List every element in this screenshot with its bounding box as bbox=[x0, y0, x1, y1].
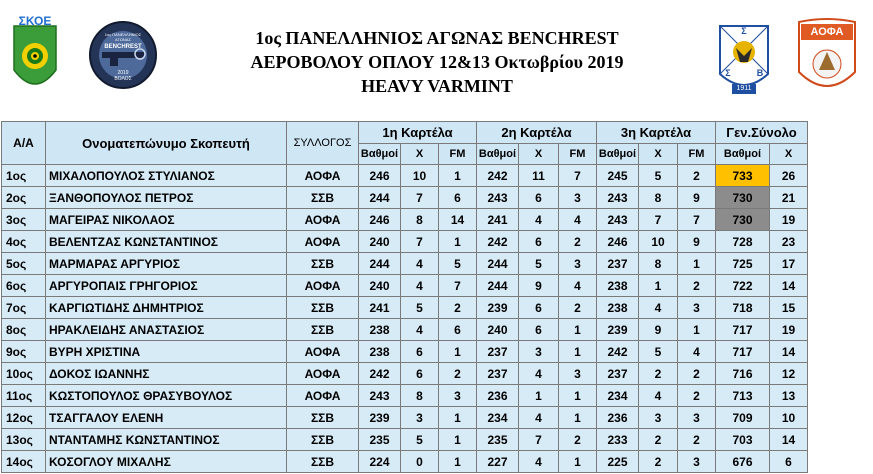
card1-fm-cell: 1 bbox=[439, 231, 477, 253]
card2-fm-cell: 4 bbox=[559, 209, 597, 231]
card2-points-cell: 243 bbox=[477, 187, 519, 209]
card2-points-cell: 244 bbox=[477, 275, 519, 297]
table-row bbox=[2, 275, 808, 297]
shooter-name-cell: ΝΤΑΝΤΑΜΗΣ ΚΩΝΣΤΑΝΤΙΝΟΣ bbox=[46, 429, 287, 451]
subheader-x: Χ bbox=[519, 144, 559, 165]
card2-points-cell: 242 bbox=[477, 231, 519, 253]
club-cell: ΑΟΦΑ bbox=[287, 275, 359, 297]
card1-x-cell: 3 bbox=[401, 407, 439, 429]
total-x-cell: 21 bbox=[770, 187, 808, 209]
card1-x-cell: 4 bbox=[401, 275, 439, 297]
shooter-name-cell: ΒΕΛΕΝΤΖΑΣ ΚΩΝΣΤΑΝΤΙΝΟΣ bbox=[46, 231, 287, 253]
shooter-name-cell: ΗΡΑΚΛΕΙΔΗΣ ΑΝΑΣΤΑΣΙΟΣ bbox=[46, 319, 287, 341]
total-x-cell: 12 bbox=[770, 363, 808, 385]
total-x-cell: 10 bbox=[770, 407, 808, 429]
club-cell: ΣΣΒ bbox=[287, 187, 359, 209]
card3-fm-cell: 3 bbox=[678, 451, 716, 473]
card3-x-cell: 2 bbox=[639, 451, 678, 473]
card1-fm-cell: 2 bbox=[439, 363, 477, 385]
ssv-seal-letter-3: Β bbox=[756, 68, 764, 78]
club-cell: ΣΣΒ bbox=[287, 451, 359, 473]
card3-fm-cell: 2 bbox=[678, 385, 716, 407]
card1-points-cell: 242 bbox=[359, 363, 401, 385]
club-cell: ΣΣΒ bbox=[287, 429, 359, 451]
card3-fm-cell: 9 bbox=[678, 187, 716, 209]
rank-cell: 8ος bbox=[2, 319, 46, 341]
card3-fm-cell: 2 bbox=[678, 275, 716, 297]
card2-x-cell: 6 bbox=[519, 187, 559, 209]
card3-points-cell: 245 bbox=[597, 165, 639, 187]
total-points-cell: 728 bbox=[716, 231, 770, 253]
card3-points-cell: 237 bbox=[597, 253, 639, 275]
benchrest-badge-logo bbox=[88, 12, 158, 98]
rank-cell: 7ος bbox=[2, 297, 46, 319]
card1-points-cell: 241 bbox=[359, 297, 401, 319]
card2-points-cell: 237 bbox=[477, 341, 519, 363]
card2-x-cell: 3 bbox=[519, 341, 559, 363]
card3-fm-cell: 2 bbox=[678, 429, 716, 451]
card3-x-cell: 4 bbox=[639, 385, 678, 407]
table-row bbox=[2, 297, 808, 319]
card1-x-cell: 7 bbox=[401, 187, 439, 209]
card3-x-cell: 3 bbox=[639, 407, 678, 429]
total-points-cell: 730 bbox=[716, 209, 770, 231]
rank-cell: 11ος bbox=[2, 385, 46, 407]
card1-points-cell: 240 bbox=[359, 231, 401, 253]
card2-fm-cell: 1 bbox=[559, 451, 597, 473]
shooter-name-cell: ΤΣΑΓΓΑΛΟΥ ΕΛΕΝΗ bbox=[46, 407, 287, 429]
total-points-cell: 676 bbox=[716, 451, 770, 473]
header-club: ΣΥΛΛΟΓΟΣ bbox=[287, 122, 359, 165]
header-card-1: 1η Καρτέλα bbox=[359, 122, 477, 144]
card1-fm-cell: 3 bbox=[439, 385, 477, 407]
card3-x-cell: 10 bbox=[639, 231, 678, 253]
total-points-cell: 703 bbox=[716, 429, 770, 451]
subheader-x: Χ bbox=[639, 144, 678, 165]
card2-fm-cell: 1 bbox=[559, 385, 597, 407]
card2-points-cell: 240 bbox=[477, 319, 519, 341]
benchrest-badge-top-text: 1ος ΠΑΝΕΛΛΗΝΙΟΣ ΑΓΩΝΑΣ bbox=[104, 32, 142, 42]
club-cell: ΣΣΒ bbox=[287, 407, 359, 429]
ssv-seal-letter-2: Σ bbox=[725, 68, 731, 78]
card3-points-cell: 243 bbox=[597, 209, 639, 231]
rank-cell: 2ος bbox=[2, 187, 46, 209]
card3-points-cell: 246 bbox=[597, 231, 639, 253]
card2-fm-cell: 7 bbox=[559, 165, 597, 187]
card3-x-cell: 1 bbox=[639, 275, 678, 297]
card3-points-cell: 242 bbox=[597, 341, 639, 363]
rank-cell: 4ος bbox=[2, 231, 46, 253]
table-row bbox=[2, 451, 808, 473]
table-row bbox=[2, 385, 808, 407]
card3-x-cell: 2 bbox=[639, 363, 678, 385]
shooter-name-cell: ΚΟΣΟΓΛΟΥ ΜΙΧΑΛΗΣ bbox=[46, 451, 287, 473]
rank-cell: 1ος bbox=[2, 165, 46, 187]
card3-x-cell: 4 bbox=[639, 297, 678, 319]
card3-x-cell: 2 bbox=[639, 429, 678, 451]
card3-x-cell: 5 bbox=[639, 165, 678, 187]
card3-points-cell: 225 bbox=[597, 451, 639, 473]
rank-cell: 6ος bbox=[2, 275, 46, 297]
card1-fm-cell: 7 bbox=[439, 275, 477, 297]
card1-fm-cell: 1 bbox=[439, 407, 477, 429]
total-points-cell: 709 bbox=[716, 407, 770, 429]
ssv-seal-logo bbox=[718, 24, 770, 98]
card2-fm-cell: 3 bbox=[559, 253, 597, 275]
card2-points-cell: 234 bbox=[477, 407, 519, 429]
total-x-cell: 13 bbox=[770, 385, 808, 407]
shooter-name-cell: ΜΑΓΕΙΡΑΣ ΝΙΚΟΛΑΟΣ bbox=[46, 209, 287, 231]
card1-x-cell: 8 bbox=[401, 385, 439, 407]
aofa-logo-text: ΑΟΦΑ bbox=[810, 26, 844, 38]
subheader-points: Βαθμοί bbox=[359, 144, 401, 165]
card1-x-cell: 8 bbox=[401, 209, 439, 231]
total-x-cell: 23 bbox=[770, 231, 808, 253]
club-cell: ΑΟΦΑ bbox=[287, 165, 359, 187]
card3-points-cell: 239 bbox=[597, 319, 639, 341]
shooter-name-cell: ΚΩΣΤΟΠΟΥΛΟΣ ΘΡΑΣΥΒΟΥΛΟΣ bbox=[46, 385, 287, 407]
table-row bbox=[2, 209, 808, 231]
subheader-points: Βαθμοί bbox=[716, 144, 770, 165]
subheader-fm: FM bbox=[678, 144, 716, 165]
table-row bbox=[2, 319, 808, 341]
shooter-name-cell: ΑΡΓΥΡΟΠΑΙΣ ΓΡΗΓΟΡΙΟΣ bbox=[46, 275, 287, 297]
card1-fm-cell: 6 bbox=[439, 319, 477, 341]
card3-points-cell: 238 bbox=[597, 275, 639, 297]
subheader-points: Βαθμοί bbox=[477, 144, 519, 165]
card1-x-cell: 6 bbox=[401, 363, 439, 385]
shooter-name-cell: ΞΑΝΘΟΠΟΥΛΟΣ ΠΕΤΡΟΣ bbox=[46, 187, 287, 209]
card2-points-cell: 236 bbox=[477, 385, 519, 407]
card3-points-cell: 233 bbox=[597, 429, 639, 451]
rank-cell: 3ος bbox=[2, 209, 46, 231]
subheader-x: Χ bbox=[401, 144, 439, 165]
total-points-cell: 718 bbox=[716, 297, 770, 319]
benchrest-badge-city: ΒΟΛΟΣ bbox=[114, 76, 132, 82]
card2-x-cell: 5 bbox=[519, 253, 559, 275]
shooter-name-cell: ΜΑΡΜΑΡΑΣ ΑΡΓΥΡΙΟΣ bbox=[46, 253, 287, 275]
card2-x-cell: 4 bbox=[519, 209, 559, 231]
total-x-cell: 15 bbox=[770, 297, 808, 319]
rank-cell: 13ος bbox=[2, 429, 46, 451]
card2-x-cell: 4 bbox=[519, 407, 559, 429]
card1-fm-cell: 1 bbox=[439, 341, 477, 363]
card1-points-cell: 235 bbox=[359, 429, 401, 451]
card2-x-cell: 11 bbox=[519, 165, 559, 187]
table-row bbox=[2, 165, 808, 187]
skoe-logo-text: ΣΚΟΕ bbox=[18, 14, 52, 28]
total-points-cell: 717 bbox=[716, 341, 770, 363]
card2-fm-cell: 2 bbox=[559, 231, 597, 253]
ssv-seal-letter-1: Σ bbox=[741, 26, 747, 36]
table-row bbox=[2, 429, 808, 451]
card1-points-cell: 246 bbox=[359, 165, 401, 187]
header-card-2: 2η Καρτέλα bbox=[477, 122, 597, 144]
card3-fm-cell: 3 bbox=[678, 297, 716, 319]
card1-x-cell: 7 bbox=[401, 231, 439, 253]
table-row bbox=[2, 231, 808, 253]
club-cell: ΣΣΒ bbox=[287, 253, 359, 275]
card2-fm-cell: 2 bbox=[559, 297, 597, 319]
card3-fm-cell: 2 bbox=[678, 363, 716, 385]
card2-x-cell: 6 bbox=[519, 231, 559, 253]
table-row bbox=[2, 363, 808, 385]
total-points-cell: 713 bbox=[716, 385, 770, 407]
card1-points-cell: 240 bbox=[359, 275, 401, 297]
card3-x-cell: 5 bbox=[639, 341, 678, 363]
card2-points-cell: 241 bbox=[477, 209, 519, 231]
club-cell: ΣΣΒ bbox=[287, 297, 359, 319]
card2-x-cell: 9 bbox=[519, 275, 559, 297]
results-table bbox=[1, 121, 808, 473]
card3-points-cell: 236 bbox=[597, 407, 639, 429]
card3-fm-cell: 3 bbox=[678, 407, 716, 429]
shooter-name-cell: ΚΑΡΓΙΩΤΙΔΗΣ ΔΗΜΗΤΡΙΟΣ bbox=[46, 297, 287, 319]
club-cell: ΣΣΒ bbox=[287, 319, 359, 341]
table-row bbox=[2, 407, 808, 429]
card1-x-cell: 5 bbox=[401, 297, 439, 319]
title-line-3: HEAVY VARMINT bbox=[361, 76, 513, 96]
total-x-cell: 19 bbox=[770, 319, 808, 341]
card1-fm-cell: 1 bbox=[439, 429, 477, 451]
total-x-cell: 17 bbox=[770, 253, 808, 275]
total-x-cell: 26 bbox=[770, 165, 808, 187]
skoe-logo bbox=[10, 14, 60, 100]
card2-fm-cell: 1 bbox=[559, 319, 597, 341]
card1-points-cell: 244 bbox=[359, 187, 401, 209]
subheader-x: Χ bbox=[770, 144, 808, 165]
title-line-1: 1ος ΠΑΝΕΛΛΗΝΙΟΣ ΑΓΩΝΑΣ BENCHREST bbox=[255, 28, 619, 48]
card1-points-cell: 246 bbox=[359, 209, 401, 231]
card2-points-cell: 244 bbox=[477, 253, 519, 275]
card1-x-cell: 4 bbox=[401, 253, 439, 275]
total-points-cell: 722 bbox=[716, 275, 770, 297]
card3-points-cell: 243 bbox=[597, 187, 639, 209]
club-cell: ΑΟΦΑ bbox=[287, 231, 359, 253]
card1-points-cell: 244 bbox=[359, 253, 401, 275]
card2-fm-cell: 4 bbox=[559, 275, 597, 297]
card3-x-cell: 8 bbox=[639, 187, 678, 209]
card1-fm-cell: 1 bbox=[439, 451, 477, 473]
club-cell: ΑΟΦΑ bbox=[287, 209, 359, 231]
card2-x-cell: 7 bbox=[519, 429, 559, 451]
card2-x-cell: 1 bbox=[519, 385, 559, 407]
total-x-cell: 19 bbox=[770, 209, 808, 231]
club-cell: ΑΟΦΑ bbox=[287, 363, 359, 385]
card1-fm-cell: 2 bbox=[439, 297, 477, 319]
benchrest-badge-year: 2019 bbox=[117, 70, 129, 76]
card3-points-cell: 237 bbox=[597, 363, 639, 385]
card3-x-cell: 7 bbox=[639, 209, 678, 231]
subheader-fm: FM bbox=[559, 144, 597, 165]
card1-points-cell: 238 bbox=[359, 341, 401, 363]
rank-cell: 12ος bbox=[2, 407, 46, 429]
card2-x-cell: 4 bbox=[519, 363, 559, 385]
card3-fm-cell: 7 bbox=[678, 209, 716, 231]
shooter-name-cell: ΒΥΡΗ ΧΡΙΣΤΙΝΑ bbox=[46, 341, 287, 363]
shooter-name-cell: ΔΟΚΟΣ ΙΩΑΝΝΗΣ bbox=[46, 363, 287, 385]
card1-points-cell: 224 bbox=[359, 451, 401, 473]
table-header-row-1 bbox=[2, 122, 808, 144]
card3-fm-cell: 1 bbox=[678, 319, 716, 341]
title-line-2: ΑΕΡΟΒΟΛΟΥ ΟΠΛΟΥ 12&13 Οκτωβρίου 2019 bbox=[250, 52, 624, 72]
benchrest-badge-title: BENCHREST bbox=[104, 44, 142, 50]
card1-x-cell: 4 bbox=[401, 319, 439, 341]
card2-x-cell: 6 bbox=[519, 319, 559, 341]
rank-cell: 9ος bbox=[2, 341, 46, 363]
total-x-cell: 6 bbox=[770, 451, 808, 473]
card3-fm-cell: 2 bbox=[678, 165, 716, 187]
ssv-seal-year: 1911 bbox=[736, 85, 752, 92]
page-header bbox=[0, 0, 873, 120]
club-cell: ΑΟΦΑ bbox=[287, 385, 359, 407]
card2-fm-cell: 1 bbox=[559, 407, 597, 429]
total-points-cell: 725 bbox=[716, 253, 770, 275]
card3-fm-cell: 4 bbox=[678, 341, 716, 363]
card1-x-cell: 6 bbox=[401, 341, 439, 363]
card1-fm-cell: 1 bbox=[439, 165, 477, 187]
card3-fm-cell: 1 bbox=[678, 253, 716, 275]
card2-points-cell: 235 bbox=[477, 429, 519, 451]
total-x-cell: 14 bbox=[770, 429, 808, 451]
card3-points-cell: 238 bbox=[597, 297, 639, 319]
total-points-cell: 717 bbox=[716, 319, 770, 341]
card2-points-cell: 239 bbox=[477, 297, 519, 319]
card3-points-cell: 234 bbox=[597, 385, 639, 407]
aofa-logo bbox=[795, 16, 859, 100]
card2-fm-cell: 3 bbox=[559, 187, 597, 209]
card1-x-cell: 0 bbox=[401, 451, 439, 473]
club-cell: ΑΟΦΑ bbox=[287, 341, 359, 363]
card3-fm-cell: 9 bbox=[678, 231, 716, 253]
card2-points-cell: 227 bbox=[477, 451, 519, 473]
card3-x-cell: 9 bbox=[639, 319, 678, 341]
header-aa: Α/Α bbox=[2, 122, 46, 165]
table-row bbox=[2, 187, 808, 209]
card2-points-cell: 242 bbox=[477, 165, 519, 187]
shooter-name-cell: ΜΙΧΑΛΟΠΟΥΛΟΣ ΣΤΥΛΙΑΝΟΣ bbox=[46, 165, 287, 187]
header-card-3: 3η Καρτέλα bbox=[597, 122, 716, 144]
rank-cell: 10ος bbox=[2, 363, 46, 385]
card1-fm-cell: 14 bbox=[439, 209, 477, 231]
card1-points-cell: 239 bbox=[359, 407, 401, 429]
subheader-fm: FM bbox=[439, 144, 477, 165]
card2-points-cell: 237 bbox=[477, 363, 519, 385]
rank-cell: 14ος bbox=[2, 451, 46, 473]
card1-x-cell: 10 bbox=[401, 165, 439, 187]
card1-x-cell: 5 bbox=[401, 429, 439, 451]
card1-fm-cell: 6 bbox=[439, 187, 477, 209]
card2-fm-cell: 2 bbox=[559, 429, 597, 451]
total-points-cell: 716 bbox=[716, 363, 770, 385]
header-shooter-name: Ονοματεπώνυμο Σκοπευτή bbox=[46, 122, 287, 165]
header-grand-total: Γεν.Σύνολο bbox=[716, 122, 808, 144]
total-points-cell: 730 bbox=[716, 187, 770, 209]
card2-x-cell: 4 bbox=[519, 451, 559, 473]
card1-points-cell: 238 bbox=[359, 319, 401, 341]
table-row bbox=[2, 253, 808, 275]
card2-fm-cell: 1 bbox=[559, 341, 597, 363]
total-x-cell: 14 bbox=[770, 275, 808, 297]
table-row bbox=[2, 341, 808, 363]
card2-fm-cell: 3 bbox=[559, 363, 597, 385]
card1-fm-cell: 5 bbox=[439, 253, 477, 275]
card3-x-cell: 8 bbox=[639, 253, 678, 275]
total-points-cell: 733 bbox=[716, 165, 770, 187]
document-title bbox=[200, 26, 674, 98]
total-x-cell: 14 bbox=[770, 341, 808, 363]
subheader-points: Βαθμοί bbox=[597, 144, 639, 165]
card1-points-cell: 243 bbox=[359, 385, 401, 407]
rank-cell: 5ος bbox=[2, 253, 46, 275]
card2-x-cell: 6 bbox=[519, 297, 559, 319]
